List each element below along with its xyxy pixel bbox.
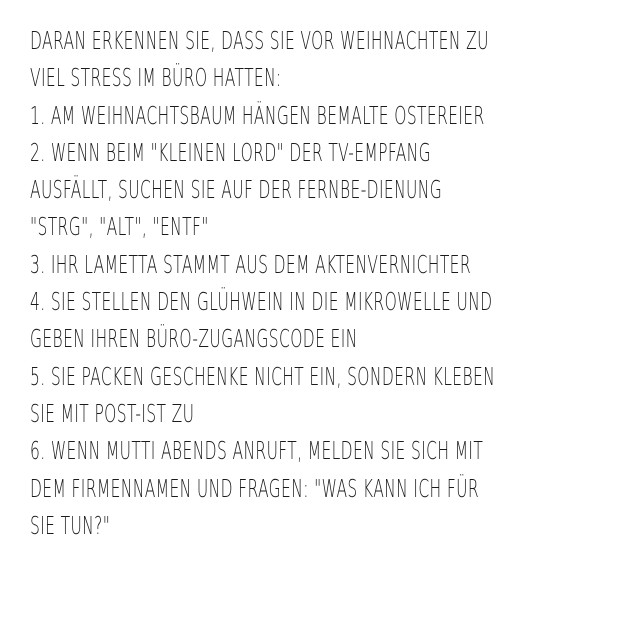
text-line-item-5a: 5. SIE PACKEN GESCHENKE NICHT EIN, SONDERN KLEBEN [30, 361, 496, 391]
text-line-intro-2: VIEL STRESS IM BÜRO HATTEN: [30, 63, 282, 93]
text-line-item-5b: SIE MIT POST-IST ZU [30, 398, 195, 428]
joke-text-block [30, 22, 605, 544]
text-line-item-1: 1. AM WEIHNACHTSBAUM HÄNGEN BEMALTE OSTEREIER [30, 100, 485, 130]
text-line-item-3: 3. IHR LAMETTA STAMMT AUS DEM AKTENVERNICHTER [30, 249, 471, 279]
text-line-item-4a: 4. SIE STELLEN DEN GLÜHWEIN IN DIE MIKROWELLE UND [30, 287, 493, 317]
text-line-intro-1: DARAN ERKENNEN SIE, DASS SIE VOR WEIHNACHTEN ZU [30, 26, 489, 55]
text-line-item-6c: SIE TUN?" [30, 510, 111, 540]
text-line-item-2b: AUSFÄLLT, SUCHEN SIE AUF DER FERNBE-DIENUNG [30, 175, 443, 205]
text-line-item-2c: "STRG", "ALT", "ENTF" [30, 212, 209, 242]
text-line-item-6b: DEM FIRMENNAMEN UND FRAGEN: "WAS KANN ICH FÜR [30, 473, 480, 503]
text-line-item-2a: 2. WENN BEIM "KLEINEN LORD" DER TV-EMPFANG [30, 137, 432, 167]
text-line-item-4b: GEBEN IHREN BÜRO-ZUGANGSCODE EIN [30, 324, 358, 354]
text-line-item-6a: 6. WENN MUTTI ABENDS ANRUFT, MELDEN SIE SICH MIT [30, 436, 484, 466]
